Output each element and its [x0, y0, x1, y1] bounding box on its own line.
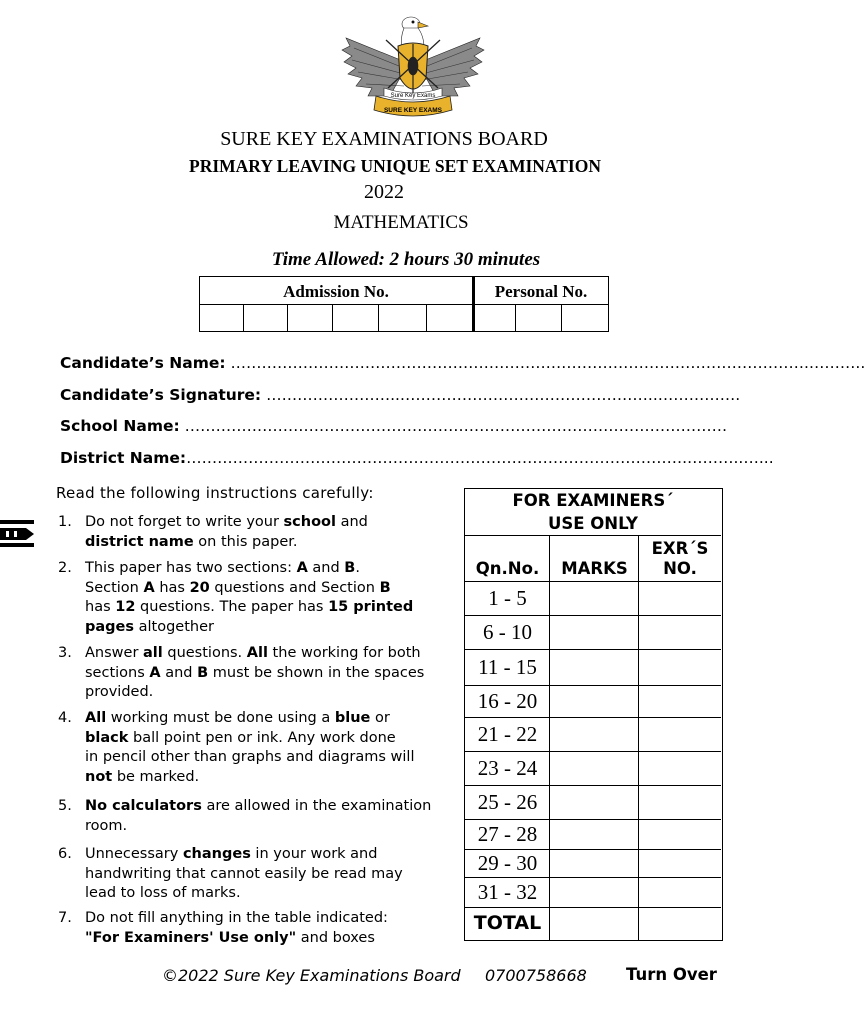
- marks-cell[interactable]: [551, 819, 637, 849]
- personal-digit-box-2[interactable]: [561, 304, 562, 331]
- personal-number-label: Personal No.: [494, 282, 588, 301]
- instruction-emphasis: All: [85, 710, 107, 726]
- instruction-emphasis: black: [85, 729, 129, 746]
- instruction-text: No calculators are allowed in the examination room.: [85, 798, 432, 834]
- marks-cell[interactable]: [551, 849, 637, 877]
- examiner-number-cell[interactable]: [640, 819, 720, 849]
- candidate-name-dots: ………………………………………………………………………………………………….………..: [225, 354, 865, 372]
- instruction-number: 7.: [58, 910, 72, 926]
- marks-cell[interactable]: [551, 615, 637, 649]
- instructions-heading: Read the following instructions carefully:: [56, 484, 374, 502]
- turn-over-label: Turn Over: [626, 965, 717, 984]
- instruction-item: [58, 559, 453, 637]
- instruction-emphasis: district name: [85, 533, 194, 550]
- school-name-field[interactable]: [60, 417, 742, 435]
- candidate-signature-field[interactable]: [60, 386, 742, 404]
- marks-column-header: MARKS: [561, 559, 628, 578]
- instruction-emphasis: blue: [334, 710, 371, 726]
- instruction-item: [58, 644, 453, 703]
- time-allowed: Time Allowed: 2 hours 30 minutes: [271, 249, 541, 270]
- instruction-number: 5.: [58, 798, 72, 814]
- examiner-number-cell[interactable]: [640, 751, 720, 785]
- marks-cell[interactable]: [551, 785, 637, 819]
- personal-digit-box-1[interactable]: [515, 304, 516, 331]
- instruction-emphasis: not: [85, 768, 113, 785]
- question-range-cell: 16 - 20: [477, 689, 538, 713]
- candidate-signature-dots: ……………………..…………………………………………..…………….: [261, 386, 741, 404]
- instruction-text: Do not forget to write your school and district name on this paper.: [85, 514, 368, 550]
- instruction-emphasis: school: [283, 514, 336, 530]
- footer-copyright: ©2022 Sure Key Examinations Board: [162, 966, 461, 985]
- eagle-crest-logo: [338, 8, 488, 126]
- examiner-number-cell[interactable]: [640, 717, 720, 751]
- instruction-number: 3.: [58, 645, 72, 661]
- examiner-number-cell[interactable]: [640, 785, 720, 819]
- question-range-cell: 29 - 30: [477, 851, 538, 875]
- instruction-emphasis: A: [149, 664, 161, 681]
- instruction-text: This paper has two sections: A and B. Section A has 20 questions and Section B has 12 questions. The paper has 15 printed pages altogether: [85, 560, 414, 635]
- table-rule: [465, 535, 721, 536]
- board-name: SURE KEY EXAMINATIONS BOARD: [220, 128, 548, 150]
- question-range-cell: 11 - 15: [478, 655, 537, 679]
- instruction-text: Answer all questions. All the working for both sections A and B must be shown in the spaces provided.: [85, 645, 425, 700]
- marks-cell[interactable]: [551, 717, 637, 751]
- marks-cell[interactable]: [551, 751, 637, 785]
- instruction-emphasis: "For Examiners' Use only": [85, 929, 297, 946]
- marks-cell[interactable]: [551, 685, 637, 717]
- admission-digit-box-1[interactable]: [243, 304, 244, 331]
- table-column-divider: [638, 535, 639, 940]
- crest-motto: Sure Key Exams: [390, 93, 436, 99]
- school-name-dots: ……………………………………………………………………………………………: [179, 417, 728, 435]
- subject-title: MATHEMATICS: [333, 212, 469, 233]
- footer-phone: 0700758668: [485, 966, 587, 985]
- candidate-signature-label: Candidate’s Signature:: [60, 386, 262, 404]
- instruction-emphasis: All: [246, 645, 268, 661]
- instruction-number: 2.: [58, 560, 72, 576]
- instruction-emphasis: 15 printed: [328, 599, 414, 615]
- examiners-table-title-text: FOR EXAMINERS´ USE ONLY: [512, 491, 674, 533]
- instruction-emphasis: B: [379, 579, 391, 596]
- admission-digit-box-2[interactable]: [287, 304, 288, 331]
- instruction-emphasis: No calculators: [85, 798, 202, 814]
- qn-column-header: Qn.No.: [475, 559, 540, 578]
- instruction-number: 4.: [58, 710, 72, 726]
- question-range-cell: 1 - 5: [488, 586, 527, 610]
- exr-column-header: EXR´S NO.: [651, 539, 709, 578]
- marks-cell[interactable]: [551, 907, 637, 940]
- examiners-table-title: [465, 489, 721, 535]
- candidate-name-field[interactable]: [60, 354, 865, 372]
- instruction-item: [58, 845, 453, 904]
- district-name-label: District Name:: [60, 449, 187, 467]
- instruction-emphasis: pages: [85, 618, 135, 635]
- examiners-use-table: [464, 488, 723, 941]
- question-range-cell: 31 - 32: [477, 880, 538, 904]
- instruction-text: All working must be done using a blue or black ball point pen or ink. Any work done in pencil other than graphs and diagrams will not be marked.: [85, 710, 415, 785]
- total-row-label: TOTAL: [473, 912, 542, 934]
- admission-digit-box-5[interactable]: [426, 304, 427, 331]
- examiner-number-cell[interactable]: [640, 685, 720, 717]
- examiner-number-cell[interactable]: [640, 849, 720, 877]
- examiner-number-cell[interactable]: [640, 581, 720, 615]
- admission-digit-box-4[interactable]: [378, 304, 379, 331]
- district-name-dots: …………………………………………………………………………………….………..…...: [186, 449, 774, 467]
- instruction-emphasis: all: [143, 645, 163, 661]
- instruction-number: 1.: [58, 514, 72, 530]
- instruction-text: Do not fill anything in the table indicated: "For Examiners' Use only" and boxes: [85, 910, 388, 946]
- examiner-number-cell[interactable]: [640, 615, 720, 649]
- crest-banner-text: SURE KEY EXAMS: [383, 107, 443, 114]
- instruction-item: [58, 797, 453, 836]
- binding-mark-icon: [0, 518, 36, 548]
- instruction-text: Unnecessary changes in your work and handwriting that cannot easily be read may lead to loss of marks.: [85, 846, 403, 901]
- examiner-number-cell[interactable]: [640, 649, 720, 685]
- question-range-cell: 21 - 22: [477, 722, 538, 746]
- instruction-item: [58, 513, 453, 552]
- admission-number-label: Admission No.: [283, 282, 389, 301]
- exam-year: 2022: [364, 181, 404, 203]
- instruction-item: [58, 709, 453, 787]
- examiner-number-cell[interactable]: [640, 877, 720, 907]
- instruction-emphasis: changes: [182, 846, 251, 862]
- candidate-number-boxes: [199, 276, 609, 332]
- instruction-emphasis: B: [344, 560, 356, 576]
- question-range-cell: 23 - 24: [477, 756, 538, 780]
- box-divider: [200, 304, 608, 305]
- question-range-cell: 27 - 28: [477, 822, 538, 846]
- box-separator: [472, 277, 475, 331]
- exam-title: PRIMARY LEAVING UNIQUE SET EXAMINATION: [189, 156, 601, 176]
- marks-cell[interactable]: [551, 877, 637, 907]
- admission-digit-box-3[interactable]: [332, 304, 333, 331]
- school-name-label: School Name:: [60, 417, 180, 435]
- instruction-item: [58, 909, 453, 948]
- instruction-emphasis: A: [143, 579, 155, 596]
- question-range-cell: 25 - 26: [477, 790, 538, 814]
- marks-cell[interactable]: [551, 581, 637, 615]
- instruction-emphasis: A: [296, 560, 308, 576]
- instruction-emphasis: 12: [115, 599, 136, 615]
- candidate-name-label: Candidate’s Name:: [60, 354, 226, 372]
- marks-cell[interactable]: [551, 649, 637, 685]
- examiner-number-cell[interactable]: [640, 907, 720, 940]
- district-name-field[interactable]: [60, 449, 774, 467]
- question-range-cell: 6 - 10: [483, 620, 532, 644]
- instruction-emphasis: 20: [189, 579, 210, 596]
- instruction-number: 6.: [58, 846, 72, 862]
- instruction-emphasis: B: [197, 664, 209, 681]
